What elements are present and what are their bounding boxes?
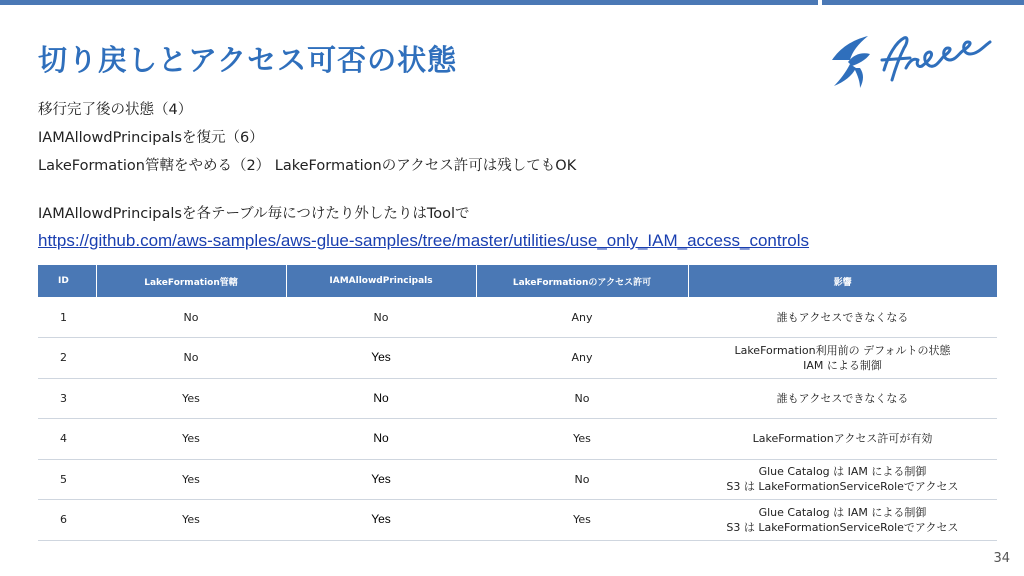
cell-lakeformation-scope: Yes <box>96 419 286 460</box>
page-number: 34 <box>993 551 1010 566</box>
table-row <box>38 297 997 338</box>
effect-line: 誰もアクセスできなくなる <box>776 310 909 324</box>
header-lakeformation-scope: LakeFormation管轄 <box>96 265 286 297</box>
table-row <box>38 378 997 419</box>
cell-lakeformation-permission: Yes <box>476 419 688 460</box>
cell-iam-allowed-principals: No <box>286 378 476 419</box>
header-lakeformation-permission: LakeFormationのアクセス許可 <box>476 265 688 297</box>
top-accent-bar-main <box>0 0 818 5</box>
effect-line: S3 は LakeFormationServiceRoleでアクセス <box>726 520 959 534</box>
cell-effect <box>688 297 997 338</box>
cell-iam-allowed-principals: No <box>286 419 476 460</box>
cell-lakeformation-permission: Yes <box>476 500 688 541</box>
cell-iam-allowed-principals: Yes <box>286 459 476 500</box>
effect-line: Glue Catalog は IAM による制御 <box>758 465 927 479</box>
cell-id: 1 <box>38 297 96 338</box>
cell-id: 4 <box>38 419 96 460</box>
cell-iam-allowed-principals: No <box>286 297 476 338</box>
cell-id: 2 <box>38 338 96 379</box>
cell-lakeformation-scope: No <box>96 297 286 338</box>
cell-lakeformation-permission: Any <box>476 338 688 379</box>
cell-lakeformation-scope: Yes <box>96 500 286 541</box>
cell-effect <box>688 338 997 379</box>
cell-iam-allowed-principals: Yes <box>286 500 476 541</box>
table-row <box>38 419 997 460</box>
effect-line: LakeFormationアクセス許可が有効 <box>752 432 933 446</box>
top-accent-bar <box>0 0 1024 5</box>
freee-wordmark <box>882 38 990 80</box>
spacer <box>38 180 998 200</box>
header-iam-allowed-principals: IAMAllowdPrincipals <box>286 265 476 297</box>
status-line-restore-iam: IAMAllowdPrincipalsを復元（6） <box>38 130 264 146</box>
status-line-stop-lakeformation: LakeFormation管轄をやめる（2） LakeFormationのアクセス許可は残してもOK <box>38 158 577 174</box>
effect-line: S3 は LakeFormationServiceRoleでアクセス <box>726 480 959 494</box>
header-effect: 影響 <box>688 265 997 297</box>
effect-line: Glue Catalog は IAM による制御 <box>758 505 927 519</box>
cell-effect <box>688 378 997 419</box>
effect-line: 誰もアクセスできなくなる <box>776 391 909 405</box>
table-header-row <box>38 265 997 297</box>
cell-lakeformation-scope: Yes <box>96 378 286 419</box>
cell-lakeformation-scope: Yes <box>96 459 286 500</box>
table-row <box>38 338 997 379</box>
tool-description: IAMAllowdPrincipalsを各テーブル毎につけたり外したりはToolで <box>38 206 470 222</box>
body-text <box>38 96 998 254</box>
swallow-icon <box>832 36 870 88</box>
cell-lakeformation-permission: No <box>476 459 688 500</box>
cell-lakeformation-permission: No <box>476 378 688 419</box>
cell-lakeformation-scope: No <box>96 338 286 379</box>
cell-id: 6 <box>38 500 96 541</box>
cell-effect <box>688 459 997 500</box>
slide-title: 切り戻しとアクセス可否の状態 <box>38 43 458 77</box>
github-link[interactable]: https://github.com/aws-samples/aws-glue-samples/tree/master/utilities/use_only_IAM_access_controls <box>38 231 809 250</box>
cell-effect <box>688 500 997 541</box>
freee-logo <box>826 30 996 92</box>
cell-effect <box>688 419 997 460</box>
top-accent-bar-tail <box>822 0 1024 5</box>
cell-lakeformation-permission: Any <box>476 297 688 338</box>
cell-id: 5 <box>38 459 96 500</box>
cell-iam-allowed-principals: Yes <box>286 338 476 379</box>
status-line-after-migration: 移行完了後の状態（4） <box>38 102 193 118</box>
table-row <box>38 500 997 541</box>
access-state-table <box>38 265 997 541</box>
effect-line: LakeFormation利用前の デフォルトの状態 <box>734 343 951 357</box>
cell-id: 3 <box>38 378 96 419</box>
header-id: ID <box>38 265 96 297</box>
table-row <box>38 459 997 500</box>
effect-line: IAM による制御 <box>803 358 882 372</box>
